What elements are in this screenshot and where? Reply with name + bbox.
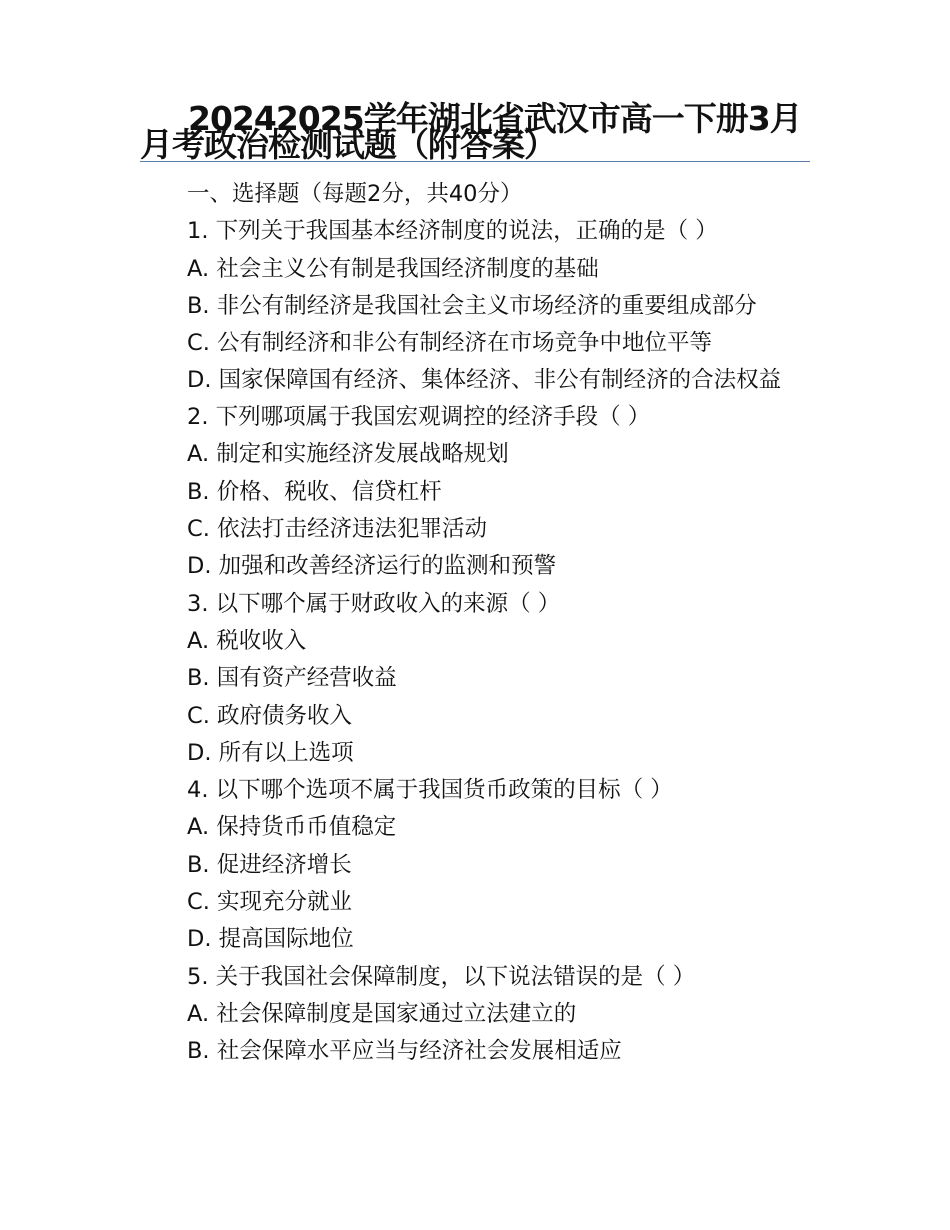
section-heading: 一、选择题（每题2分，共40分） [187,181,523,207]
question-option: B. 国有资产经营收益 [187,665,397,692]
question-option: C. 依法打击经济违法犯罪活动 [187,516,488,543]
question-option: A. 税收收入 [187,627,307,654]
question-option: B. 促进经济增长 [187,851,352,878]
question-option: B. 社会保障水平应当与经济社会发展相适应 [187,1038,622,1065]
question-stem: 2. 下列哪项属于我国宏观调控的经济手段（ ） [187,404,651,431]
question-stem: 4. 以下哪个选项不属于我国货币政策的目标（ ） [187,777,673,804]
question-option: D. 加强和改善经济运行的监测和预警 [187,553,557,580]
title-underline [140,161,810,162]
question-option: D. 国家保障国有经济、集体经济、非公有制经济的合法权益 [187,367,782,394]
question-option: A. 社会保障制度是国家通过立法建立的 [187,1000,577,1027]
question-option: C. 政府债务收入 [187,702,353,729]
question-option: C. 公有制经济和非公有制经济在市场竞争中地位平等 [187,329,713,356]
question-option: B. 非公有制经济是我国社会主义市场经济的重要组成部分 [187,292,757,319]
question-option: D. 提高国际地位 [187,926,354,953]
document-body [140,176,810,1071]
question-option: A. 制定和实施经济发展战略规划 [187,441,509,468]
question-option: D. 所有以上选项 [187,739,354,766]
question-stem: 1. 下列关于我国基本经济制度的说法，正确的是（ ） [187,218,718,245]
question-option: A. 社会主义公有制是我国经济制度的基础 [187,255,599,282]
question-stem: 3. 以下哪个属于财政收入的来源（ ） [187,590,561,617]
question-option: B. 价格、税收、信贷杠杆 [187,478,442,505]
document-title: 20242025学年湖北省武汉市高一下册3月月考政治检测试题（附答案） [140,99,802,164]
question-option: A. 保持货币币值稳定 [187,814,397,841]
question-option: C. 实现充分就业 [187,889,353,916]
question-stem: 5. 关于我国社会保障制度，以下说法错误的是（ ） [187,963,696,990]
